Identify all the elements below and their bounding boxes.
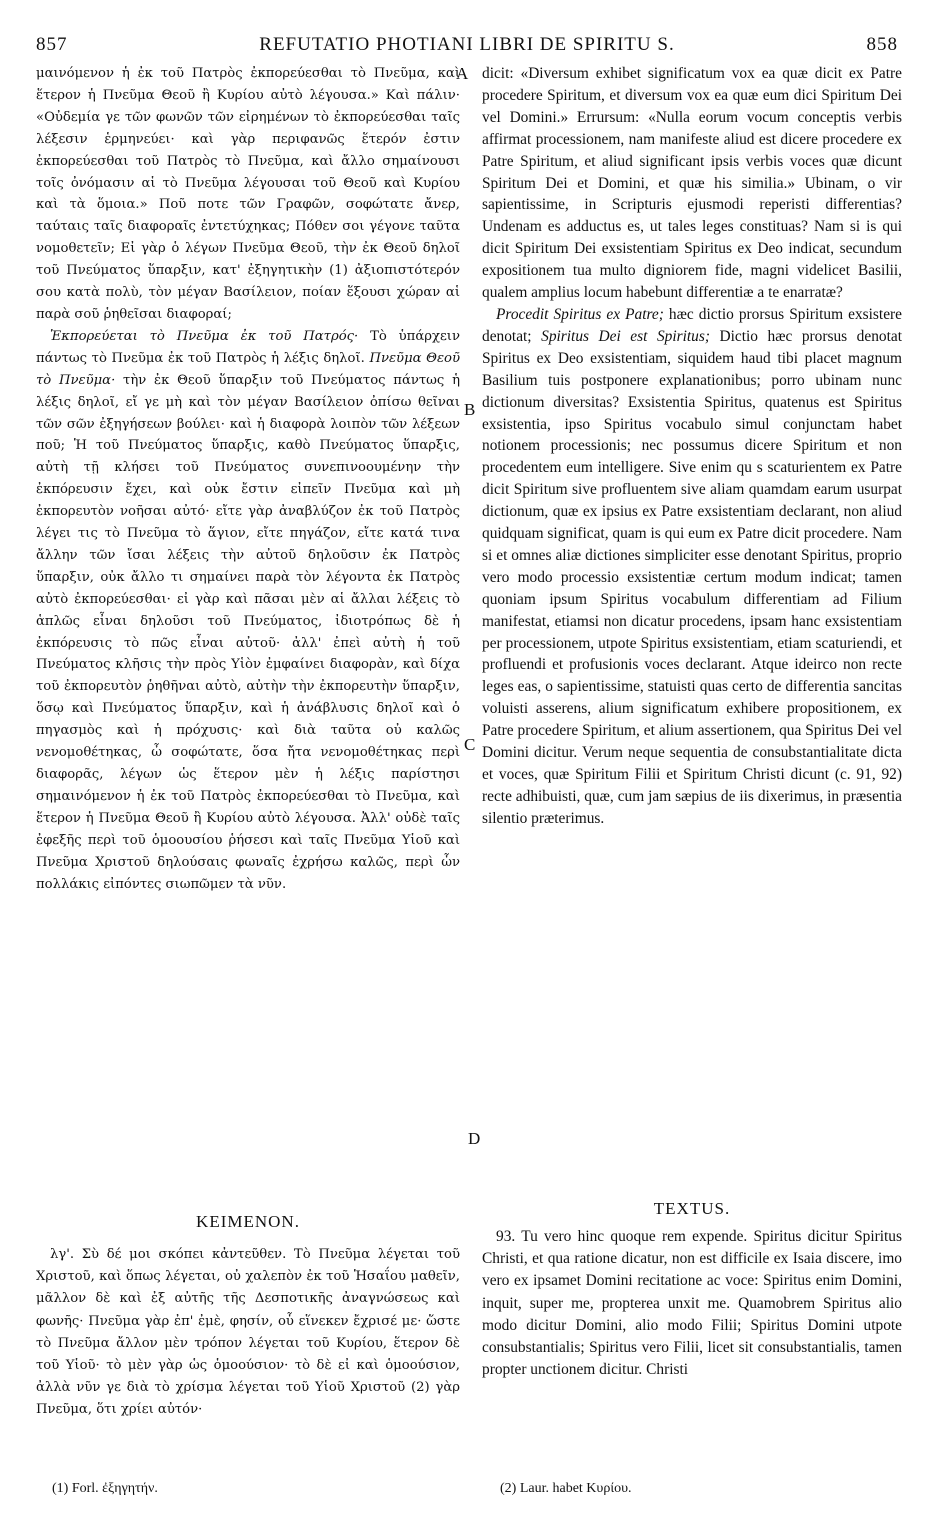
margin-marker-a: A [456, 64, 469, 83]
margin-marker-d: D [468, 1129, 481, 1148]
greek-paragraph-1: μαινόμενον ἡ ἐκ τοῦ Πατρὸς ἐκπορεύεσθαι τὸ Πνεῦμα, καὶ ἕτερον ἡ Πνεῦμα Θεοῦ ἢ Κυρίου αὐτὸ λέγουσα.» Καὶ πάλιν· «Οὐδεμία γε τῶν φωνῶν τῶν εἰρημένων τὸ ἐκπορεύεσθαι ταῖς λέξεσιν ἑρμηνεύει· καὶ γὰρ περιφανῶς ἕτερόν ἐστιν ἐκπορεύεσθαι τοῦ Πατρὸς τὸ Πνεῦμα, καὶ ἄλλο σημαίνουσι τοῖς ὀνόμασιν αἱ τὸ Πνεῦμα λέγουσαι τοῦ Θεοῦ καὶ Κυρίου καὶ τὰ ὅμοια.» Ποῦ ποτε τῶν Γραφῶν, σοφώτατε ἄνερ, ταύταις ταῖς διαφοραῖς ἐντετύχηκας; Πόθεν σοι γέγονε ταῦτα νομοθετεῖν; Εἰ γὰρ ὁ λέγων Πνεῦμα Θεοῦ, τὴν ἐκ Θεοῦ δηλοῖ τοῦ Πνεύματος ὕπαρξιν, κατ' ἐξηγητικὴν (1) ἀξιοπιστότερόν σου κατὰ πολὺ, τὸν μέγαν Βασίλειον, ποίαν ἕξουσι χώραν αἱ παρὰ σοῦ ῥηθεῖσαι διαφοραί; [36, 66, 460, 322]
greek-lemma-1: Ἐκπορεύεται τὸ Πνεῦμα ἐκ τοῦ Πατρός· [50, 328, 359, 344]
latin-section-paragraph: 93. Tu vero hinc quoque rem expende. Spiritus dicitur Spiritus Christi, et qua ratione dicatur, non est difficile ex Isaia discere, imo vero ex ipsamet Domini recitatione ac voce: Spiritus enim Domini, inquit, super me, propterea unxit me. Quamobrem Spiritus alio modo dicitur Domini, alio modo Filii; Spiritus Domini utpote consubstantialis; Spiritus vero Filii, licet sit consubstantialis, tamen propter unctionem dicitur. Christi [482, 1228, 902, 1379]
page-header [36, 34, 898, 62]
footnote-greek: (1) Forl. ἐξηγητήν. [52, 1481, 158, 1496]
greek-column [36, 63, 460, 895]
greek-section-text [36, 1244, 460, 1422]
greek-paragraph-2 [36, 326, 460, 896]
latin-lemma-2: Spiritus Dei est Spiritus; [541, 327, 710, 345]
latin-column [482, 63, 902, 830]
latin-paragraph-2 [482, 304, 902, 830]
margin-marker-b: B [464, 400, 476, 419]
latin-paragraph-2-text: hæc dictio prorsus Spiritum exsistere denotat; [482, 305, 902, 345]
greek-section-title: ΚΕΙΜΕΝΟΝ. [196, 1212, 300, 1231]
footnote-latin: (2) Laur. habet Κυρίου. [500, 1481, 632, 1496]
page-number-left: 857 [36, 34, 68, 55]
greek-section-paragraph: λγ'. Σὺ δέ μοι σκόπει κἀντεῦθεν. Τὸ Πνεῦμα λέγεται τοῦ Χριστοῦ, καὶ ὅπως λέγεται, οὐ χαλεπὸν ἐκ τοῦ Ἡσαΐου μαθεῖν, μᾶλλον δὲ καὶ ἐξ αὐτῆς τῆς Δεσποτικῆς ἀναγνώσεως καὶ φωνῆς· Πνεῦμα γὰρ ἐπ' ἐμὲ, φησίν, οὗ εἵνεκεν ἔχρισέ με· ὥστε τὸ Πνεῦμα ἄλλον μὲν τρόπον λέγεται τοῦ Κυρίου, ἕτερον δὲ τοῦ Υἱοῦ· τὸ μὲν γὰρ ὡς ὁμοούσιον· τὸ δὲ εἰ καὶ ὁμοούσιον, ἀλλὰ νῦν γε διὰ τὸ χρίσμα λέγεται τοῦ Υἱοῦ Χριστοῦ (2) γὰρ Πνεῦμα, ὅτι χρίει αὐτόν· [36, 1247, 460, 1418]
latin-section-text [482, 1226, 902, 1381]
greek-lemma-2: Πνεῦμα Θεοῦ τὸ Πνεῦμα· [36, 350, 461, 388]
latin-lemma-1: Procedit Spiritus ex Patre; [496, 305, 664, 323]
greek-paragraph-2-rest: τὴν ἐκ Θεοῦ ὕπαρξιν τοῦ Πνεύματος πάντως ἡ λέξις δηλοῖ, εἴ γε μὴ καὶ τὸν μέγαν Βασίλειον ὀπίσω θεῖναι τῶν σῶν ἐξηγήσεων βούλει· καὶ ἡ διαφορὰ λοιπὸν τῶν λέξεων ποῦ; Ἡ τοῦ Πνεύματος ὕπαρξις, καθὸ Πνεύματος ὕπαρξις, αὐτὴ τῇ κλήσει τοῦ Πνεύματος συνεπινοουμένην τὴν ἐκπόρευσιν ἔχει, καὶ οὐκ ἔστιν εἰπεῖν Πνεῦμα καὶ μὴ ἐκπορευτὸν νοῆσαι αὐτό· εἴτε γὰρ ἀναβλύζον ἐκ τοῦ Πατρὸς λέγει τις τὸ Πνεῦμα τὸ ἅγιον, εἴτε πηγάζον, εἴτε κατά τινα ἄλλην τῶν ἴσαι λέξεις τὴν αὐτοῦ δηλοῦσιν ἐκ Πατρὸς ὕπαρξιν, οὐκ ἄλλο τι σημαίνει παρὰ τὸν λέγοντα ἐκ Πατρὸς αὐτὸ ἐκπορεύεσθαι· εἰ γὰρ καὶ πᾶσαι μὲν αἱ ἄλλαι λέξεις τὸ ἁπλῶς εἶναι δηλοῦσι τοῦ Πνεύματος, ἰδιοτρόπως δὲ ἡ ἐκπόρευσις τὸ πῶς εἶναι αὐτοῦ· ἀλλ' ἐπεὶ αὐτὴ ἡ τοῦ Πνεύματος κλῆσις τὴν πρὸς Υἱὸν ἐμφαίνει διαφορὰν, καὶ δίχα τοῦ ἐκπορευτὸν ῥηθῆναι αὐτὸ, αὐτὴν τὴν ἐκπορευτὴν ὕπαρξιν, ὅσῳ καὶ Πνεύματος ὕπαρξιν, καὶ ἡ ἀνάβλυσις δηλοῖ καὶ ὁ πηγασμὸς καὶ ἡ πρόχυσις· καὶ διὰ ταῦτα οὐ καλῶς νενομοθέτηκας, ὦ σοφώτατε, ὅσα ἤτα νενομοθέτηκας περὶ διαφορᾶς, λέγων ὡς ἕτερον μὲν ἡ λέξις παρίστησι σημαινόμενον ἡ ἐκ τοῦ Πατρὸς ἐκπορεύεσθαι τὸ Πνεῦμα, καὶ ἕτερον ἡ Πνεῦμα Θεοῦ ἢ Κυρίου αὐτὸ λέγουσα. Ἀλλ' οὐδὲ ταῖς ἐφεξῆς περὶ τοῦ ὁμοουσίου ῥήσεσι καὶ ταῖς Πνεῦμα Υἱοῦ καὶ Πνεῦμα Χριστοῦ δηλούσαις φωναῖς ἐχρήσω καλῶς, περὶ ὧν πολλάκις εἰπόντες σιωπῶμεν τὰ νῦν. [36, 372, 460, 892]
latin-section-title: TEXTUS. [653, 1199, 731, 1218]
latin-paragraph-2-rest: Dictio hæc prorsus denotat Spiritus ex Deo exsistentiam, siquidem haud tibi placet magnum Basilium tuis postponere explanationibus; porro ubinam nunc dictionum diversitas? Exsistentia Spiritus, quatenus est Spiritus exsistentia, ipso Spiritus vocabulo simul conjunctam habet notionem processionis; nec possumus dicere Spiritum et non procedentem eum intelligere. Sive enim qu s scaturientem ex Patre dicit Spiritum sive profluentem sive aliam quamdam earum usurpat dictionum, quæ ex ipsius ex Patre exsistentiam declarant, non aliud quidquam significat, quam is qui eum ex Patre dicit procedere. Nam si et omnes aliæ dictiones simpliciter esse denotant Spiritus, proprio vero modo processio exsistentiæ certum modum indicat; tamen quoniam ipsum Spiritus vocabulum differentiam ad Filium manifestat, etiamsi non dicatur procedens, ipsam hanc exsistentiam per processionem, utpote Spiritus exsistentiam, etiam scaturiendi, et profluendi et profusionis voces declarant. Atque ideirco non recte leges eas, o sapientissime, statuisti quas certo de differentia sancitas voluisti asserens, alium significatum exhibere propositionem, ex Patre procedere Spiritum, et alium assertionem, qua Spiritus Dei vel Domini dicitur. Verum neque sequentia de consubstantialitate dicta et voces, quæ Spiritum Filii et Spiritum Christi dicunt (c. 91, 92) recte adhibuisti, quæ, cum jam sæpius de iis dixerimus, in præsentia silentio præterimus. [482, 327, 902, 827]
page-number-right: 858 [866, 34, 898, 55]
running-title: REFUTATIO PHOTIANI LIBRI DE SPIRITU S. [259, 34, 675, 55]
margin-marker-c: C [464, 735, 476, 754]
latin-paragraph-1: dicit: «Diversum exhibet significatum vox ea quæ dicit ex Patre procedere Spiritum, et diversum vox ea quæ eum dici Spiritum Dei vel Domini.» Errursum: «Nulla eorum vocum conceptis verbis affirmat processionem, nam manifeste aliud est dicere procedere ex Patre Spiritum, et aliud significant ipsis verbis voces quæ dicunt Spiritum Dei et Domini, et quæ his similia.» Ubinam, o vir sapientissime, in Scripturis ejusmodi reperisti differentias? Undenam es adductus es, ut tales leges constituas? Nam si is qui dicit Spiritum Dei exsistentiam Spiritus ex Deo indicat, secundum expositionem tua multo digniorem fide, magni videlicet Basilii, qualem amplius locum habebunt differentiæ a te enarratæ? [482, 65, 902, 302]
greek-paragraph-2-text: Τὸ ὑπάρχειν πάντως τὸ Πνεῦμα ἐκ τοῦ Πατρὸς ἡ λέξις δηλοῖ. [36, 328, 460, 366]
